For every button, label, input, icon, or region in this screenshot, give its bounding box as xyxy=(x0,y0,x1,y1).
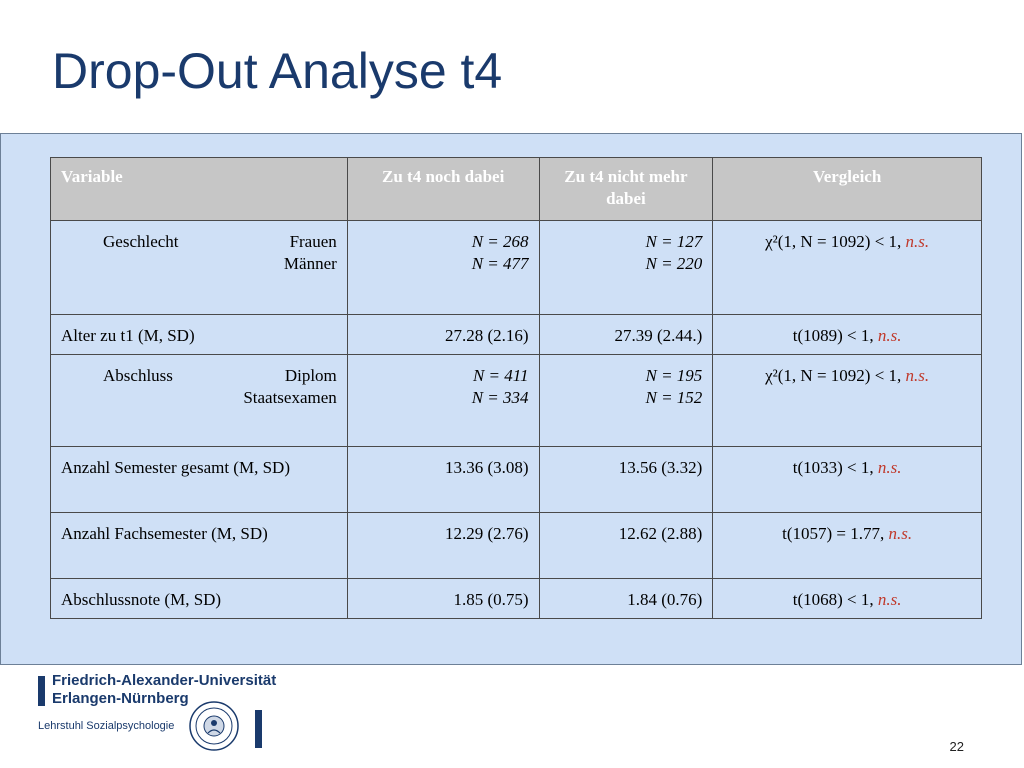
cell-value: N = 152 xyxy=(645,388,703,407)
department-name: Lehrstuhl Sozialpsychologie xyxy=(38,720,175,732)
table-row xyxy=(51,355,982,447)
cell-fachsemester: Anzahl Fachsemester (M, SD) xyxy=(51,513,348,579)
cell-value: N = 411 xyxy=(472,366,529,385)
cell-vergleich xyxy=(713,355,982,447)
row-sublabel: Männer xyxy=(283,254,337,273)
header-vergleich: Vergleich xyxy=(713,158,982,221)
cell-abschluss xyxy=(51,355,348,447)
cell-abschlussnote: Abschlussnote (M, SD) xyxy=(51,579,348,619)
table-row xyxy=(51,315,982,355)
cell-dabei: 27.28 (2.16) xyxy=(347,315,539,355)
cell-nicht-dabei xyxy=(539,355,713,447)
comparison-text: χ²(1, N = 1092) < 1, xyxy=(765,232,906,251)
logo-bar xyxy=(38,676,45,706)
cell-dabei xyxy=(347,355,539,447)
university-name-line2: Erlangen-Nürnberg xyxy=(52,690,189,707)
comparison-text: t(1033) < 1, xyxy=(792,458,878,477)
ns-label: n.s. xyxy=(888,524,913,543)
cell-vergleich xyxy=(713,513,982,579)
cell-nicht-dabei: 13.56 (3.32) xyxy=(539,447,713,513)
ns-label: n.s. xyxy=(905,232,930,251)
header-nicht-dabei: Zu t4 nicht mehr dabei xyxy=(539,158,713,221)
cell-value: N = 268 xyxy=(471,232,529,251)
university-seal-icon xyxy=(188,700,240,752)
cell-dabei: 12.29 (2.76) xyxy=(347,513,539,579)
cell-nicht-dabei: 1.84 (0.76) xyxy=(539,579,713,619)
ns-label: n.s. xyxy=(877,326,902,345)
row-sublabel: Staatsexamen xyxy=(243,388,337,407)
dropout-table xyxy=(50,157,982,619)
table-row xyxy=(51,513,982,579)
cell-semester: Anzahl Semester gesamt (M, SD) xyxy=(51,447,348,513)
cell-geschlecht xyxy=(51,221,348,315)
cell-value: N = 127 xyxy=(645,232,703,251)
cell-dabei: 13.36 (3.08) xyxy=(347,447,539,513)
table-row xyxy=(51,447,982,513)
ns-label: n.s. xyxy=(877,458,902,477)
cell-vergleich xyxy=(713,447,982,513)
slide-title: Drop-Out Analyse t4 xyxy=(52,43,503,99)
table-header-row xyxy=(51,158,982,221)
cell-nicht-dabei: 12.62 (2.88) xyxy=(539,513,713,579)
cell-dabei xyxy=(347,221,539,315)
cell-vergleich xyxy=(713,315,982,355)
page-number: 22 xyxy=(949,739,964,754)
ns-label: n.s. xyxy=(877,590,902,609)
university-name xyxy=(52,672,276,708)
cell-dabei: 1.85 (0.75) xyxy=(347,579,539,619)
table-row xyxy=(51,221,982,315)
cell-vergleich xyxy=(713,579,982,619)
header-variable: Variable xyxy=(51,158,348,221)
cell-nicht-dabei xyxy=(539,221,713,315)
university-name-line1: Friedrich-Alexander-Universität xyxy=(52,672,277,689)
row-sublabel: Frauen xyxy=(289,232,337,251)
row-label: Geschlecht xyxy=(103,232,179,251)
header-dabei: Zu t4 noch dabei xyxy=(347,158,539,221)
comparison-text: χ²(1, N = 1092) < 1, xyxy=(765,366,906,385)
cell-value: N = 477 xyxy=(471,254,529,273)
comparison-text: t(1057) = 1.77, xyxy=(782,524,889,543)
logo-bar xyxy=(255,710,262,748)
row-label: Abschluss xyxy=(103,366,173,385)
ns-label: n.s. xyxy=(905,366,930,385)
cell-alter: Alter zu t1 (M, SD) xyxy=(51,315,348,355)
comparison-text: t(1068) < 1, xyxy=(792,590,878,609)
cell-value: N = 334 xyxy=(471,388,529,407)
comparison-text: t(1089) < 1, xyxy=(792,326,878,345)
cell-nicht-dabei: 27.39 (2.44.) xyxy=(539,315,713,355)
cell-vergleich xyxy=(713,221,982,315)
row-sublabel: Diplom xyxy=(284,366,337,385)
cell-value: N = 195 xyxy=(645,366,703,385)
table-row xyxy=(51,579,982,619)
cell-value: N = 220 xyxy=(645,254,703,273)
